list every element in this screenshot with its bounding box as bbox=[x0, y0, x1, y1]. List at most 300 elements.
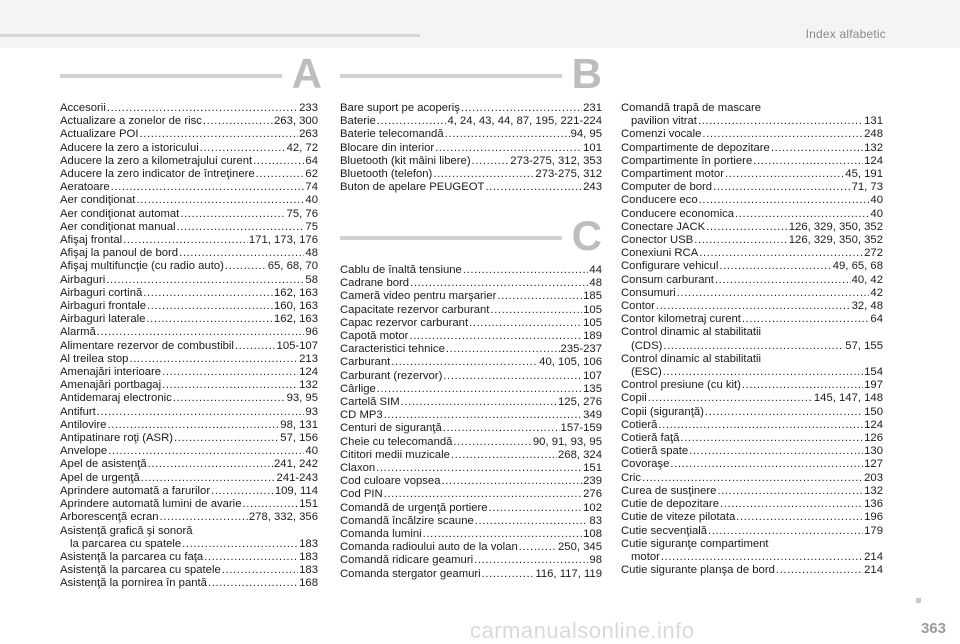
index-entry-heading: Control dinamic al stabilitatii bbox=[621, 326, 762, 339]
entry-pages: 65, 68, 70 bbox=[267, 260, 318, 273]
index-entry bbox=[60, 392, 318, 405]
index-entry bbox=[340, 475, 602, 488]
entry-pages: 40 bbox=[870, 194, 883, 207]
index-entry bbox=[60, 274, 318, 287]
entry-term: Conducere eco bbox=[621, 194, 698, 207]
entry-pages: 109, 114 bbox=[274, 484, 318, 497]
entry-term: Apel de urgenţă bbox=[60, 471, 140, 484]
section-rule bbox=[340, 74, 562, 78]
entry-pages: 94, 95 bbox=[570, 128, 602, 141]
leader-dots bbox=[107, 419, 279, 432]
entry-pages: 197 bbox=[864, 379, 883, 392]
entry-term: Apel de asistenţă bbox=[60, 458, 147, 471]
leader-dots bbox=[670, 458, 863, 471]
entry-pages: 263, 300 bbox=[274, 115, 318, 128]
index-entry bbox=[340, 330, 602, 343]
index-entry bbox=[621, 472, 883, 485]
entry-term: Alimentare rezervor de combustibil bbox=[60, 339, 234, 352]
index-entry bbox=[340, 422, 602, 435]
entry-pages: 248 bbox=[864, 128, 883, 141]
entry-pages: 48 bbox=[589, 277, 602, 290]
leader-dots bbox=[720, 498, 863, 511]
index-entry bbox=[340, 155, 602, 168]
entry-pages: 183 bbox=[299, 564, 318, 577]
entry-term: Cutie secvenţială bbox=[621, 524, 708, 537]
leader-dots bbox=[253, 155, 304, 168]
leader-dots bbox=[699, 247, 863, 260]
entry-pages: 74 bbox=[305, 181, 318, 194]
entry-term: (CDS) bbox=[631, 339, 663, 352]
index-entry bbox=[340, 168, 602, 181]
leader-dots bbox=[204, 551, 298, 564]
header-rule bbox=[0, 34, 420, 37]
entry-term: Copii (siguranţă) bbox=[621, 405, 704, 418]
entry-term: Afişaj frontal bbox=[60, 234, 123, 247]
index-entry bbox=[60, 445, 318, 458]
index-entry bbox=[340, 304, 602, 317]
index-entry bbox=[60, 221, 318, 234]
leader-dots bbox=[401, 396, 557, 409]
index-entry bbox=[621, 181, 883, 194]
index-entry bbox=[60, 142, 318, 155]
entry-term: Aducere la zero a istoricului bbox=[60, 141, 199, 154]
entry-term: Cheie cu telecomandă bbox=[340, 435, 453, 448]
leader-dots bbox=[677, 287, 870, 300]
leader-dots bbox=[698, 115, 863, 128]
index-entry bbox=[340, 528, 602, 541]
leader-dots bbox=[451, 449, 557, 462]
entry-term: Comenzi vocale bbox=[621, 128, 702, 141]
section-header-b bbox=[340, 50, 602, 97]
entry-term: Amenajări portbagaj bbox=[60, 379, 162, 392]
leader-dots bbox=[715, 274, 851, 287]
index-entry bbox=[621, 564, 883, 577]
entry-term: Comandă de urgenţă portiere bbox=[340, 501, 488, 514]
leader-dots bbox=[433, 168, 534, 181]
watermark: carmanualsonline.info bbox=[470, 618, 695, 643]
entry-term: Bluetooth (kit mâini libere) bbox=[340, 154, 471, 167]
index-entry bbox=[621, 128, 883, 141]
entry-pages: 42 bbox=[870, 286, 883, 299]
index-entry bbox=[60, 194, 318, 207]
entry-term: Caracteristici tehnice bbox=[340, 343, 445, 356]
index-entry bbox=[60, 472, 318, 485]
entry-term: Curea de susţinere bbox=[621, 484, 717, 497]
index-entry bbox=[340, 554, 602, 567]
leader-dots bbox=[143, 287, 273, 300]
leader-dots bbox=[702, 128, 863, 141]
leader-dots bbox=[423, 528, 583, 541]
entry-term: Conducere economica bbox=[621, 207, 735, 220]
index-entry bbox=[621, 313, 883, 326]
entry-term: Conectare JACK bbox=[621, 220, 706, 233]
leader-dots bbox=[461, 102, 582, 115]
entry-term: Copii bbox=[621, 392, 647, 405]
index-entry-heading: Comandă trapă de mascare bbox=[621, 102, 762, 114]
index-entry bbox=[340, 181, 602, 194]
entry-term: Buton de apelare PEUGEOT bbox=[340, 181, 485, 194]
index-entry bbox=[60, 564, 318, 577]
index-entry bbox=[340, 264, 602, 277]
entry-term: Airbaguri cortină bbox=[60, 286, 143, 299]
index-entry bbox=[60, 155, 318, 168]
index-entry bbox=[60, 128, 318, 141]
entry-term: Accesorii bbox=[60, 102, 106, 114]
index-entry bbox=[340, 409, 602, 422]
index-entry bbox=[621, 340, 883, 353]
leader-dots bbox=[719, 260, 831, 273]
entry-term: (ESC) bbox=[631, 366, 662, 379]
leader-dots bbox=[129, 353, 298, 366]
page-number: 363 bbox=[920, 620, 946, 637]
leader-dots bbox=[174, 432, 279, 445]
leader-dots bbox=[472, 155, 510, 168]
leader-dots bbox=[661, 551, 863, 564]
index-entry bbox=[621, 168, 883, 181]
index-entry bbox=[60, 458, 318, 471]
section-rule bbox=[340, 236, 562, 240]
entry-pages: 196 bbox=[864, 511, 883, 524]
entry-term: Compartiment motor bbox=[621, 168, 724, 181]
entry-pages: 185 bbox=[583, 290, 602, 303]
entry-pages: 40 bbox=[870, 207, 883, 220]
index-entry bbox=[60, 485, 318, 498]
leader-dots bbox=[384, 488, 582, 501]
entry-term: Amenajări interioare bbox=[60, 366, 162, 379]
entry-term: Aducere la zero a kilometrajului curent bbox=[60, 154, 253, 167]
index-entry bbox=[60, 300, 318, 313]
entry-term: Carburant bbox=[340, 356, 391, 369]
entry-term: Asistenţă la parcarea cu faţa bbox=[60, 550, 204, 563]
entry-pages: 160, 163 bbox=[274, 300, 318, 313]
index-entry bbox=[621, 392, 883, 405]
leader-dots bbox=[256, 168, 305, 181]
entry-term: Aer condiţionat bbox=[60, 194, 136, 207]
index-entry bbox=[621, 406, 883, 419]
leader-dots bbox=[182, 538, 298, 551]
index-entry bbox=[340, 396, 602, 409]
entry-pages: 40 bbox=[305, 445, 318, 458]
entry-pages: 203 bbox=[864, 471, 883, 484]
entry-term: Al treilea stop bbox=[60, 352, 129, 365]
leader-dots bbox=[469, 317, 582, 330]
entry-pages: 135 bbox=[583, 382, 602, 395]
entry-term: Cadrane bord bbox=[340, 277, 410, 290]
entry-term: Consum carburant bbox=[621, 273, 714, 286]
entry-pages: 42, 72 bbox=[286, 141, 318, 154]
index-entry bbox=[60, 260, 318, 273]
leader-dots bbox=[735, 208, 869, 221]
entry-pages: 183 bbox=[299, 550, 318, 563]
entry-term: Centuri de siguranţă bbox=[340, 422, 442, 435]
entry-pages: 154 bbox=[864, 366, 883, 379]
entry-term: Contor bbox=[621, 300, 655, 313]
leader-dots bbox=[162, 366, 298, 379]
entry-pages: 250, 345 bbox=[558, 541, 602, 554]
leader-dots bbox=[519, 541, 557, 554]
entry-pages: 98, 131 bbox=[280, 418, 318, 431]
entry-pages: 90, 91, 93, 95 bbox=[532, 435, 602, 448]
entry-term: Capotă motor bbox=[340, 330, 409, 343]
index-entry bbox=[60, 353, 318, 366]
leader-dots bbox=[139, 128, 298, 141]
leader-dots bbox=[384, 409, 582, 422]
entry-term: Comandă ridicare geamuri bbox=[340, 554, 474, 567]
entry-pages: 96 bbox=[305, 326, 318, 339]
index-entry bbox=[60, 168, 318, 181]
leader-dots bbox=[490, 304, 582, 317]
entry-pages: 268, 324 bbox=[558, 448, 602, 461]
entry-pages: 57, 155 bbox=[845, 339, 883, 352]
index-entry bbox=[340, 436, 602, 449]
entry-pages: 272 bbox=[864, 247, 883, 260]
leader-dots bbox=[148, 458, 273, 471]
index-entry bbox=[60, 419, 318, 432]
leader-dots bbox=[162, 379, 298, 392]
entry-pages: 107 bbox=[583, 369, 602, 382]
entry-pages: 125, 276 bbox=[558, 396, 602, 409]
entry-pages: 151 bbox=[299, 498, 318, 511]
entry-pages: 45, 191 bbox=[845, 168, 883, 181]
index-entry bbox=[621, 155, 883, 168]
index-entry bbox=[340, 541, 602, 554]
index-entry bbox=[340, 277, 602, 290]
bullet-mark bbox=[916, 598, 921, 603]
entry-pages: 231 bbox=[583, 102, 602, 114]
leader-dots bbox=[742, 313, 870, 326]
entry-pages: 132 bbox=[864, 484, 883, 497]
entry-term: Conexiuni RCA bbox=[621, 247, 699, 260]
entry-pages: 126 bbox=[864, 432, 883, 445]
entry-pages: 239 bbox=[583, 475, 602, 488]
index-entry bbox=[340, 356, 602, 369]
entry-term: Comanda radioului auto de la volan bbox=[340, 541, 518, 554]
index-entry bbox=[621, 379, 883, 392]
entry-term: Antipatinare roţi (ASR) bbox=[60, 432, 174, 445]
leader-dots bbox=[717, 485, 863, 498]
entry-pages: 48 bbox=[305, 247, 318, 260]
leader-dots bbox=[689, 445, 863, 458]
leader-dots bbox=[377, 383, 582, 396]
entry-pages: 105 bbox=[583, 303, 602, 316]
entry-pages: 273-275, 312 bbox=[535, 168, 602, 181]
entry-pages: 171, 173, 176 bbox=[248, 234, 318, 247]
section-letter-b: B bbox=[571, 50, 602, 97]
entry-pages: 151 bbox=[583, 462, 602, 475]
index-entry bbox=[621, 260, 883, 273]
index-list-c bbox=[340, 264, 602, 581]
entry-pages: 58 bbox=[305, 273, 318, 286]
leader-dots bbox=[377, 115, 447, 128]
index-entry bbox=[60, 551, 318, 564]
entry-pages: 150 bbox=[864, 405, 883, 418]
index-entry bbox=[60, 287, 318, 300]
leader-dots bbox=[107, 102, 298, 115]
index-entry bbox=[621, 419, 883, 432]
index-entry bbox=[60, 208, 318, 221]
index-entry bbox=[621, 234, 883, 247]
index-entry bbox=[340, 370, 602, 383]
leader-dots bbox=[648, 392, 813, 405]
entry-pages: 136 bbox=[864, 498, 883, 511]
index-entry bbox=[621, 485, 883, 498]
entry-term: Antifurt bbox=[60, 405, 96, 418]
entry-pages: 278, 332, 356 bbox=[248, 511, 318, 524]
index-entry bbox=[60, 115, 318, 128]
entry-pages: 130 bbox=[864, 445, 883, 458]
entry-pages: 105-107 bbox=[276, 339, 318, 352]
leader-dots bbox=[441, 475, 582, 488]
entry-term: Cric bbox=[621, 471, 642, 484]
index-entry bbox=[340, 142, 602, 155]
index-entry bbox=[340, 383, 602, 396]
leader-dots bbox=[705, 406, 863, 419]
leader-dots bbox=[409, 330, 582, 343]
leader-dots bbox=[694, 234, 788, 247]
index-entry bbox=[60, 102, 318, 115]
leader-dots bbox=[453, 436, 531, 449]
index-entry bbox=[621, 458, 883, 471]
entry-pages: 32, 48 bbox=[851, 300, 883, 313]
entry-term: Actualizare a zonelor de risc bbox=[60, 115, 202, 128]
index-entry-heading: Cutie siguranţe compartiment bbox=[621, 537, 769, 550]
entry-term: Bluetooth (telefon) bbox=[340, 168, 433, 181]
leader-dots bbox=[410, 277, 588, 290]
entry-pages: 101 bbox=[583, 141, 602, 154]
index-entry bbox=[621, 208, 883, 221]
entry-pages: 145, 147, 148 bbox=[813, 392, 883, 405]
leader-dots bbox=[106, 274, 304, 287]
index-entry bbox=[621, 247, 883, 260]
leader-dots bbox=[658, 419, 863, 432]
leader-dots bbox=[203, 115, 273, 128]
entry-pages: 105 bbox=[583, 316, 602, 329]
leader-dots bbox=[663, 340, 844, 353]
index-entry bbox=[340, 462, 602, 475]
leader-dots bbox=[474, 554, 588, 567]
entry-term: Compartimente în portiere bbox=[621, 154, 753, 167]
entry-pages: 75 bbox=[305, 220, 318, 233]
entry-pages: 241, 242 bbox=[274, 458, 318, 471]
leader-dots bbox=[376, 462, 582, 475]
entry-pages: 243 bbox=[583, 181, 602, 194]
entry-pages: 126, 329, 350, 352 bbox=[788, 220, 883, 233]
leader-dots bbox=[485, 181, 582, 194]
leader-dots bbox=[446, 343, 560, 356]
section-letter-c: C bbox=[571, 212, 602, 259]
entry-term: Capac rezervor carburant bbox=[340, 316, 469, 329]
index-entry bbox=[60, 498, 318, 511]
entry-term: Contor kilometraj curent bbox=[621, 313, 741, 326]
entry-term: Cutie de viteze pilotata bbox=[621, 511, 736, 524]
index-entry-heading: Asistenţă grafică şi sonoră bbox=[60, 524, 193, 537]
leader-dots bbox=[656, 300, 851, 313]
entry-term: Compartimente de depozitare bbox=[621, 141, 770, 154]
entry-term: Carburant (rezervor) bbox=[340, 369, 443, 382]
entry-term: Actualizare POI bbox=[60, 128, 139, 141]
entry-pages: 116, 117, 119 bbox=[535, 567, 602, 580]
index-entry bbox=[621, 432, 883, 445]
entry-pages: 189 bbox=[583, 330, 602, 343]
index-entry bbox=[621, 525, 883, 538]
index-entry bbox=[621, 142, 883, 155]
entry-term: Arborescenţă ecran bbox=[60, 511, 159, 524]
index-entry bbox=[340, 128, 602, 141]
entry-term: Asistenţă la parcarea cu spatele bbox=[60, 564, 221, 577]
entry-term: Capacitate rezervor carburant bbox=[340, 303, 490, 316]
entry-term: Claxon bbox=[340, 462, 376, 475]
entry-pages: 108 bbox=[583, 528, 602, 541]
index-entry bbox=[60, 538, 318, 551]
entry-term: Aer condiţionat manual bbox=[60, 220, 176, 233]
leader-dots bbox=[776, 564, 863, 577]
entry-pages: 83 bbox=[589, 514, 602, 527]
entry-term: Anvelope bbox=[60, 445, 108, 458]
leader-dots bbox=[699, 194, 870, 207]
entry-term: Antidemaraj electronic bbox=[60, 392, 172, 405]
entry-pages: 93, 95 bbox=[286, 392, 318, 405]
index-entry bbox=[340, 449, 602, 462]
leader-dots bbox=[742, 379, 863, 392]
index-entry-heading: Control dinamic al stabilitatii bbox=[621, 352, 762, 365]
index-entry bbox=[60, 432, 318, 445]
leader-dots bbox=[179, 247, 304, 260]
entry-pages: 98 bbox=[589, 554, 602, 567]
entry-term: pavilion vitrat bbox=[631, 115, 697, 128]
leader-dots bbox=[663, 366, 863, 379]
leader-dots bbox=[111, 181, 305, 194]
index-entry bbox=[621, 445, 883, 458]
leader-dots bbox=[443, 370, 582, 383]
index-entry bbox=[621, 300, 883, 313]
leader-dots bbox=[141, 472, 276, 485]
index-entry bbox=[621, 221, 883, 234]
entry-term: Cutie de depozitare bbox=[621, 498, 719, 511]
leader-dots bbox=[475, 515, 589, 528]
leader-dots bbox=[771, 142, 863, 155]
leader-dots bbox=[147, 300, 273, 313]
entry-term: Comanda stergator geamuri bbox=[340, 567, 481, 580]
entry-pages: 127 bbox=[864, 458, 883, 471]
leader-dots bbox=[97, 406, 305, 419]
entry-term: Afişaj la panoul de bord bbox=[60, 247, 179, 260]
index-entry bbox=[60, 577, 318, 590]
index-entry bbox=[340, 515, 602, 528]
entry-pages: 124 bbox=[864, 154, 883, 167]
leader-dots bbox=[463, 264, 589, 277]
leader-dots bbox=[235, 340, 276, 353]
leader-dots bbox=[725, 168, 844, 181]
entry-pages: 49, 65, 68 bbox=[832, 260, 883, 273]
entry-term: Cutie sigurante planşa de bord bbox=[621, 564, 775, 577]
page-header-title: Index alfabetic bbox=[805, 27, 886, 41]
entry-pages: 263 bbox=[299, 128, 318, 141]
leader-dots bbox=[680, 432, 863, 445]
entry-term: Aer condiţionat automat bbox=[60, 207, 180, 220]
entry-pages: 132 bbox=[299, 379, 318, 392]
index-entry bbox=[340, 290, 602, 303]
index-entry bbox=[340, 488, 602, 501]
entry-pages: 40, 42 bbox=[851, 273, 883, 286]
entry-term: CD MP3 bbox=[340, 409, 383, 422]
entry-term: Cartelă SIM bbox=[340, 396, 400, 409]
entry-pages: 93 bbox=[305, 405, 318, 418]
index-entry bbox=[340, 115, 602, 128]
index-list-c-continued bbox=[621, 102, 883, 577]
leader-dots bbox=[177, 221, 305, 234]
entry-pages: 131 bbox=[864, 115, 883, 128]
entry-term: Conector USB bbox=[621, 234, 694, 247]
